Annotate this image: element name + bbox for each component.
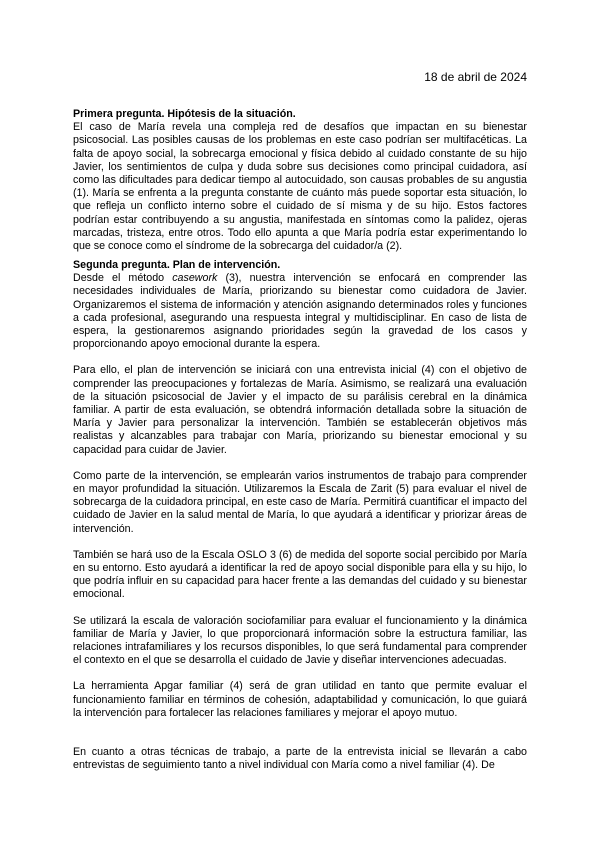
text-run: Desde el método — [73, 272, 173, 285]
italic-term: casework — [172, 272, 218, 285]
section-heading: Primera pregunta. Hipótesis de la situación. — [73, 108, 296, 120]
paragraph: La herramienta Apgar familiar (4) será de gran utilidad en tanto que permite evaluar el funcionamiento familiar en términos de cohesión, adaptabilidad y comunicación, lo que guiará la intervención para fortalecer las relaciones familiares y mejorar el apoyo mutuo. — [73, 680, 527, 719]
document-date: 18 de abril de 2024 — [424, 70, 527, 84]
paragraph: Se utilizará la escala de valoración sociofamiliar para evaluar el funcionamiento y la dinámica familiar de María y Javier, lo que proporcionará información sobre la estructura familiar, las relaciones intrafamiliares y los recursos disponibles, lo que será fundamental para comprender el contexto en el que se desarrolla el cuidado de Javie y diseñar intervenciones adecuadas. — [73, 614, 527, 667]
paragraph: Como parte de la intervención, se emplearán varios instrumentos de trabajo para comprender en mayor profundidad la situación. Utilizaremos la Escala de Zarit (5) para evaluar el nivel de sobrecarga de la cuidadora principal, en este caso de María. Permitirá cuantificar el impacto del cuidado de Javier en la salud mental de María, lo que ayudará a identificar y priorizar áreas de intervención. — [73, 469, 527, 535]
paragraph: El caso de María revela una compleja red de desafíos que impactan en su bienestar psicosocial. Las posibles causas de los problemas en este caso podrían ser multifacéticas. La falta de apoyo social, la sobrecarga emocional y física debido al cuidado constante de su hijo Javier, los sentimientos de culpa y duda sobre sus decisiones como principal cuidadora, así como las dificultades para dedicar tiempo al autocuidado, son causas probables de su angustia (1). María se enfrenta a la pregunta constante de cuánto más puede soportar esta situación, lo que refleja un conflicto interno sobre el cuidado de sí misma y de su hijo. Estos factores podrían estar contribuyendo a su angustia, manifestada en síntomas como la palidez, ojeras marcadas, tristeza, entre otros. Todo ello apunta a que María podría estar experimentando lo que se conoce como el síndrome de la sobrecarga del cuidador/a (2). — [73, 121, 527, 253]
section-second-question — [73, 259, 527, 773]
text-run: (3), nuestra intervención se enfocará en comprender las necesidades individuales de María, priorizando su bienestar como cuidadora de Javier. Organizaremos el sistema de información y atención asignando determinados roles y funciones a cada profesional, asegurando una respuesta integral y multidisciplinar. En caso de lista de espera, la gestionaremos asignando prioridades según la gravedad de los casos y proporcionando apoyo emocional durante la espera. — [73, 272, 527, 351]
paragraph: También se hará uso de la Escala OSLO 3 (6) de medida del soporte social percibido por María en su entorno. Esto ayudará a identificar la red de apoyo social disponible para ella y su hijo, lo que podría influir en su capacidad para hacer frente a las demandas del cuidado y su bienestar emocional. — [73, 548, 527, 601]
section-first-question — [73, 108, 527, 253]
paragraph — [73, 272, 527, 351]
paragraph: En cuanto a otras técnicas de trabajo, a parte de la entrevista inicial se llevarán a cabo entrevistas de seguimiento tanto a nivel individual con María como a nivel familiar (4). De — [73, 746, 527, 772]
section-heading: Segunda pregunta. Plan de intervención. — [73, 259, 281, 271]
paragraph: Para ello, el plan de intervención se iniciará con una entrevista inicial (4) con el objetivo de comprender las preocupaciones y fortalezas de María. Asimismo, se realizará una evaluación de la situación psicosocial de Javier y el impacto de su parálisis cerebral en la dinámica familiar. A partir de esta evaluación, se obtendrá información detallada sobre la situación de María y Javier para personalizar la intervención. También se establecerán objetivos más realistas y alcanzables para trabajar con María, priorizando su bienestar emocional y su capacidad para cuidar de Javier. — [73, 364, 527, 456]
